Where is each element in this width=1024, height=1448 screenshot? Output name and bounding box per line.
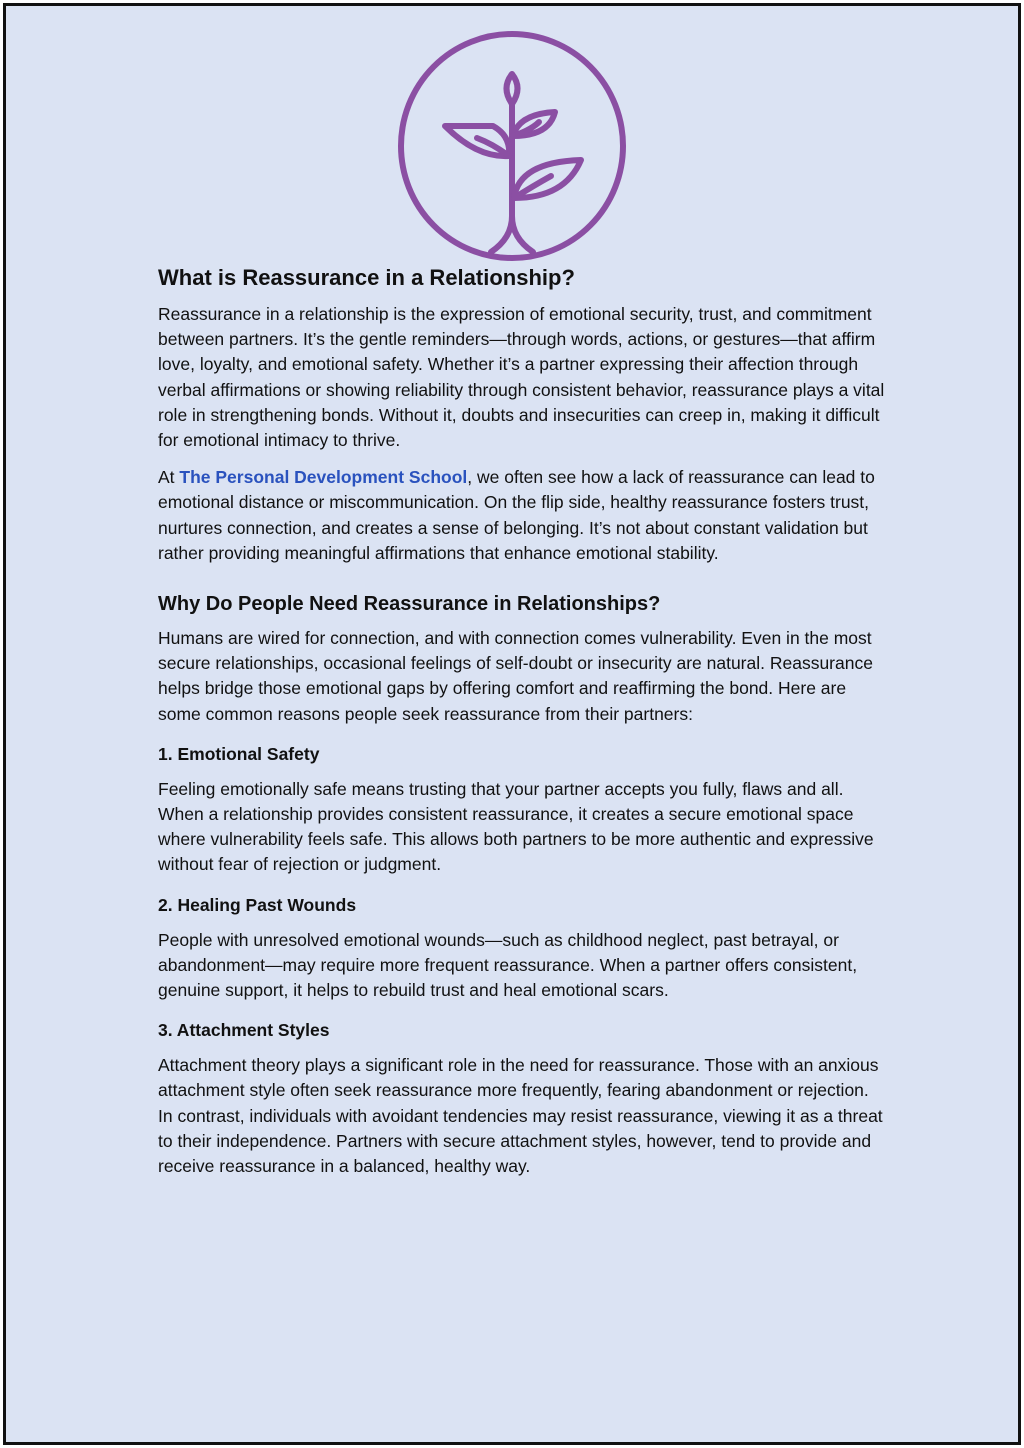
plant-sprout-in-circle-icon — [393, 26, 631, 264]
paragraph-attachment-styles: Attachment theory plays a significant role in the need for reassurance. Those with an anxious attachment style often seek reassurance more frequently, fearing abandonment or rejection. In contrast, individuals with avoidant tendencies may resist reassurance, viewing it as a threat to their independence. Partners with secure attachment styles, however, tend to provide and receive reassurance in a balanced, healthy way. — [158, 1055, 883, 1177]
document-page — [3, 3, 1021, 1445]
paragraph-intro: Humans are wired for connection, and with connection comes vulnerability. Even in the most secure relationships, occasional feelings of self-doubt or insecurity are natural. Reassurance helps bridge those emotional gaps by offering comfort and reaffirming the bond. Here are some common reasons people seek reassurance from their partners: — [158, 628, 873, 724]
article-content — [158, 260, 888, 1191]
section-heading-what-is-reassurance: What is Reassurance in a Relationship? — [158, 265, 575, 290]
paragraph-definition: Reassurance in a relationship is the expression of emotional security, trust, and commitment between partners. It’s the gentle reminders—through words, actions, or gestures—that affirm love, loyalty, and emotional safety. Whether it’s a partner expressing their affection through verbal affirmations or showing reliability through consistent behavior, reassurance plays a vital role in strengthening bonds. Without it, doubts and insecurities can creep in, making it difficult for emotional intimacy to thrive. — [158, 304, 885, 451]
paragraph-healing-past-wounds: People with unresolved emotional wounds—such as childhood neglect, past betrayal, or abandonment—may require more frequent reassurance. When a partner offers consistent, genuine support, it helps to rebuild trust and heal emotional scars. — [158, 929, 858, 1001]
personal-development-school-link[interactable]: The Personal Development School — [179, 467, 468, 488]
section-heading-why-need-reassurance: Why Do People Need Reassurance in Relationships? — [158, 593, 661, 616]
paragraph-pds-prefix: At — [158, 467, 180, 488]
subheading-emotional-safety: 1. Emotional Safety — [158, 743, 320, 764]
paragraph-pds — [158, 465, 888, 566]
paragraph-pds-suffix: , we often see how a lack of reassurance can lead to emotional distance or miscommunication. On the flip side, healthy reassurance fosters trust, nurtures connection, and creates a sense of belonging. It’s not about constant validation but rather providing meaningful affirmations that enhance emotional stability. — [158, 467, 875, 563]
subheading-attachment-styles: 3. Attachment Styles — [158, 1020, 330, 1041]
paragraph-emotional-safety: Feeling emotionally safe means trusting that your partner accepts you fully, flaws and all. When a relationship provides consistent reassurance, it creates a secure emotional space where vulnerability feels safe. This allows both partners to be more authentic and expressive without fear of rejection or judgment. — [158, 778, 874, 875]
subheading-healing-past-wounds: 2. Healing Past Wounds — [158, 894, 357, 915]
